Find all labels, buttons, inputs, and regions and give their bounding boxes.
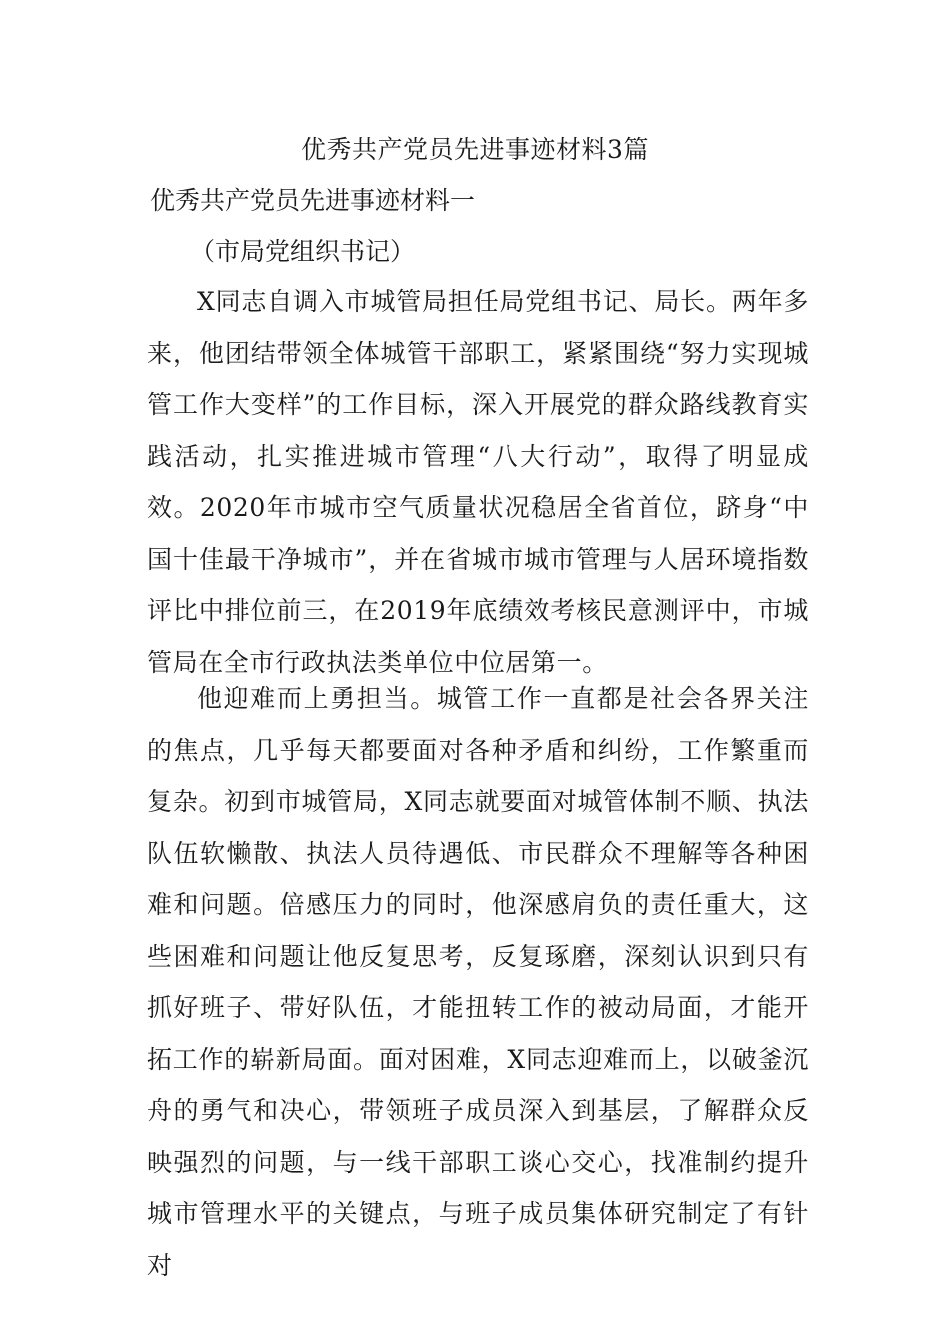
document-title: 优秀共产党员先进事迹材料3篇: [301, 135, 649, 164]
section-title: 优秀共产党员先进事迹材料一: [150, 186, 476, 215]
author-role: （市局党组织书记）: [190, 237, 416, 266]
body-paragraph: 他迎难而上勇担当。城管工作一直都是社会各界关注的焦点，几乎每天都要面对各种矛盾和纠纷，工作繁重而复杂。初到市城管局，X同志就要面对城管体制不顺、执法队伍软懒散、执法人员待遇低、市民群众不理解等各种困难和问题。倍感压力的同时，他深感肩负的责任重大，这些困难和问题让他反复思考，反复琢磨，深刻认识到只有抓好班子、带好队伍，才能扭转工作的被动局面，才能开拓工作的崭新局面。面对困难，X同志迎难而上，以破釜沉舟的勇气和决心，带领班子成员深入到基层，了解群众反映强烈的问题，与一线干部职工谈心交心，找准制约提升城市管理水平的关键点，与班子成员集体研究制定了有针对: [147, 684, 809, 1280]
body-paragraph: X同志自调入市城管局担任局党组书记、局长。两年多来，他团结带领全体城管干部职工，紧紧围绕“努力实现城管工作大变样”的工作目标，深入开展党的群众路线教育实践活动，扎实推进城市管理“八大行动”，取得了明显成效。2020年市城市空气质量状况稳居全省首位，跻身“中国十佳最干净城市”，并在省城市城市管理与人居环境指数评比中排位前三，在2019年底绩效考核民意测评中，市城管局在全市行政执法类单位中位居第一。: [147, 287, 809, 677]
